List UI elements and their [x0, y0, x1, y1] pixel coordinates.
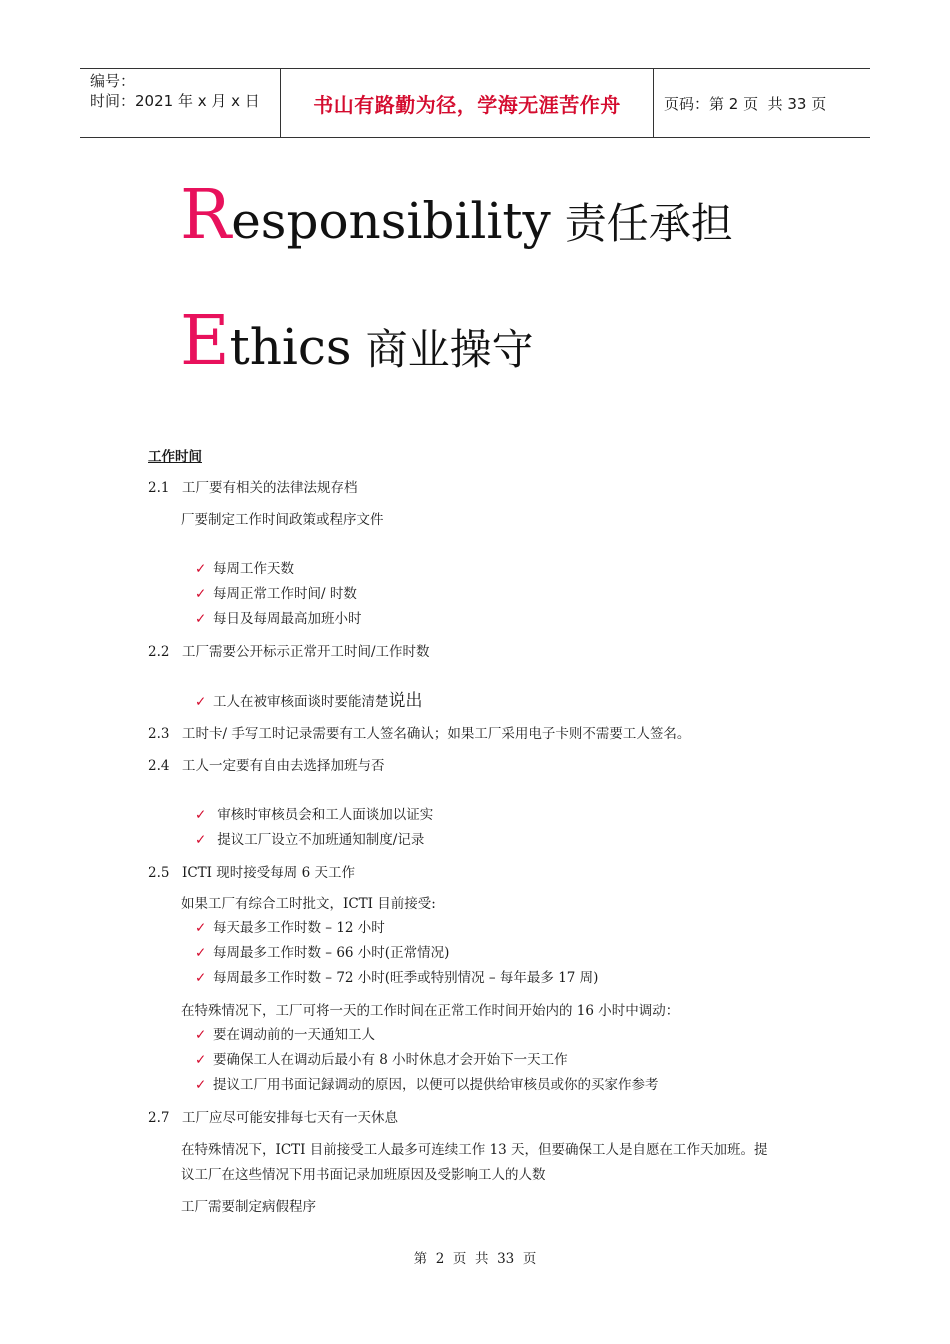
clause-2-2	[148, 643, 430, 661]
clause-text: 工厂应尽可能安排每七天有一天休息	[182, 1110, 398, 1126]
page-label: 页码：第 2 页 共 33 页	[664, 94, 827, 113]
checklist-item: ✓ 工人在被审核面谈时要能清楚说出	[195, 691, 423, 711]
clause-2-3	[148, 725, 690, 743]
checklist-item: ✓ 每周最多工作时数 – 72 小时(旺季或特别情况 – 每年最多 17 周)	[195, 970, 599, 986]
checklist-item: ✓ 每周工作天数	[195, 561, 294, 577]
clause-2-5-note: 在特殊情况下，工厂可将一天的工作时间在正常工作时间开始内的 16 小时中调动：	[181, 1003, 680, 1019]
check-icon: ✓	[195, 807, 207, 823]
heading-word: thics	[229, 318, 352, 376]
section-title: 工作时间	[148, 449, 202, 465]
check-icon: ✓	[195, 611, 207, 627]
header-page	[654, 69, 870, 137]
checklist-item: ✓ 提议工厂用书面记録调动的原因，以便可以提供给审核员或你的买家作参考	[195, 1077, 659, 1093]
time-label: 时间：2021 年 x 月 x 日	[90, 92, 260, 110]
check-icon: ✓	[195, 1027, 207, 1043]
clause-text: 工时卡/ 手写工时记录需要有工人签名确认；如果工厂采用电子卡则不需要工人签名。	[182, 726, 691, 742]
header-meta	[80, 69, 281, 137]
checklist-item: ✓ 要确保工人在调动后最小有 8 小时休息才会开始下一天工作	[195, 1052, 568, 1068]
clause-text: 工厂要有相关的法律法规存档	[182, 480, 358, 496]
heading-initial: R	[180, 176, 232, 255]
clause-2-7	[148, 1109, 398, 1127]
heading-responsibility	[180, 176, 733, 255]
clause-2-5-body: 如果工厂有综合工时批文，ICTI 目前接受:	[181, 896, 436, 912]
check-icon: ✓	[195, 561, 207, 577]
page-footer: 第 2 页 共 33 页	[413, 1251, 537, 1267]
heading-word: esponsibility	[231, 192, 551, 250]
clause-number: 2.1	[148, 480, 170, 496]
checklist-item: ✓ 提议工厂设立不加班通知制度/记录	[195, 832, 425, 848]
checklist-item: ✓ 每日及每周最高加班小时	[195, 611, 362, 627]
code-label: 编号：	[90, 72, 136, 90]
clause-number: 2.2	[148, 644, 170, 660]
heading-ethics	[180, 302, 534, 381]
check-icon: ✓	[195, 945, 207, 961]
clause-text: 工厂需要公开标示正常开工时间/工作时数	[182, 644, 430, 660]
checklist-item: ✓ 每周正常工作时间/ 时数	[195, 586, 357, 602]
clause-2-7-body-line2: 议工厂在这些情况下用书面记录加班原因及受影响工人的人数	[181, 1167, 546, 1183]
clause-2-7-body-line1: 在特殊情况下，ICTI 目前接受工人最多可连续工作 13 天，但要确保工人是自愿在工作天加班。提	[181, 1142, 768, 1158]
heading-chinese: 商业操守	[365, 325, 534, 374]
heading-chinese: 责任承担	[564, 199, 733, 248]
check-icon: ✓	[195, 832, 207, 848]
clause-2-1	[148, 479, 358, 497]
checklist-item: ✓ 要在调动前的一天通知工人	[195, 1027, 375, 1043]
header-motto: 书山有路勤为径，学海无涯苦作舟	[281, 69, 654, 137]
clause-text: 工人一定要有自由去选择加班与否	[182, 758, 385, 774]
checklist-item: ✓ 每周最多工作时数 – 66 小时(正常情况)	[195, 945, 450, 961]
checklist-item: ✓ 审核时审核员会和工人面谈加以证实	[195, 807, 434, 823]
check-icon: ✓	[195, 1052, 207, 1068]
check-icon: ✓	[195, 694, 207, 710]
checklist-item: ✓ 每天最多工作时数 – 12 小时	[195, 920, 385, 936]
clause-number: 2.5	[148, 865, 170, 881]
clause-2-7-note: 工厂需要制定病假程序	[181, 1199, 316, 1215]
clause-number: 2.7	[148, 1110, 170, 1126]
clause-2-5	[148, 864, 355, 882]
heading-initial: E	[180, 302, 230, 381]
check-icon: ✓	[195, 1077, 207, 1093]
clause-number: 2.3	[148, 726, 170, 742]
clause-2-4	[148, 757, 385, 775]
check-icon: ✓	[195, 920, 207, 936]
check-icon: ✓	[195, 970, 207, 986]
page-header	[80, 68, 870, 138]
clause-text: ICTI 现时接受每周 6 天工作	[182, 865, 355, 881]
clause-2-1-body: 厂要制定工作时间政策或程序文件	[181, 512, 384, 528]
clause-number: 2.4	[148, 758, 170, 774]
check-icon: ✓	[195, 586, 207, 602]
